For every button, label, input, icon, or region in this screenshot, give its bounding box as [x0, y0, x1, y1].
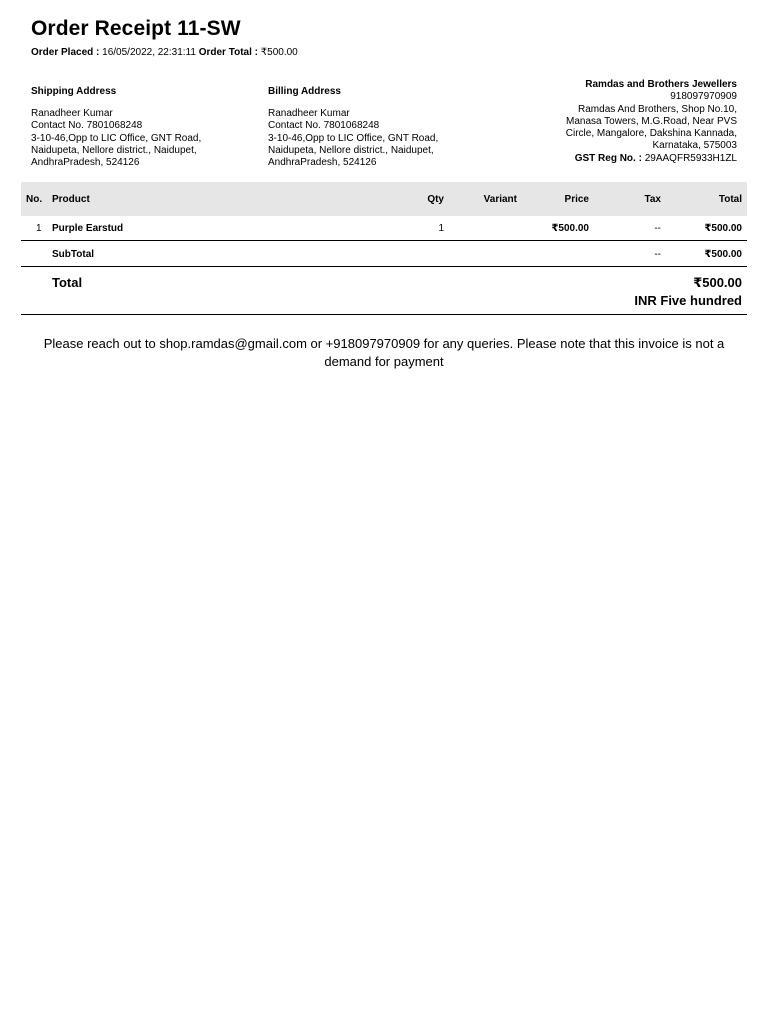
shipping-address-contact: Contact No. 7801068248 [31, 120, 143, 132]
order-items-table [21, 182, 747, 315]
grand-total-label: Total [52, 275, 83, 290]
seller-address-line: Circle, Mangalore, Dakshina Kannada, [565, 128, 737, 140]
shipping-address [31, 86, 251, 169]
subtotal-value: ₹500.00 [704, 249, 742, 260]
seller-phone: 918097970909 [670, 91, 737, 103]
seller-address-line: Manasa Towers, M.G.Road, Near PVS [566, 115, 737, 127]
order-placed-label: Order Placed : [31, 47, 100, 58]
subtotal-row [21, 241, 747, 267]
seller-address-line: Karnataka, 575003 [652, 140, 737, 152]
seller-info [507, 79, 737, 165]
shipping-address-line: AndhraPradesh, 524126 [31, 157, 140, 169]
row-qty: 1 [438, 223, 444, 234]
row-tax: -- [654, 223, 661, 234]
billing-address-line: AndhraPradesh, 524126 [268, 157, 377, 169]
billing-address-heading: Billing Address [268, 86, 341, 97]
header-variant: Variant [483, 194, 517, 205]
row-product: Purple Earstud [52, 223, 124, 234]
table-row [21, 216, 747, 241]
billing-address-line: Naidupeta, Nellore district., Naidupet, [268, 144, 434, 156]
shipping-address-heading: Shipping Address [31, 86, 117, 97]
seller-gst [507, 153, 737, 165]
table-header [21, 182, 747, 216]
header-qty: Qty [427, 194, 444, 205]
header-no: No. [26, 194, 43, 205]
order-placed-value: 16/05/2022, 22:31:11 [102, 47, 196, 58]
header-product: Product [52, 194, 90, 205]
shipping-address-name: Ranadheer Kumar [31, 108, 113, 120]
seller-address-line: Ramdas And Brothers, Shop No.10, [578, 103, 737, 115]
gst-value: 29AAQFR5933H1ZL [644, 152, 737, 164]
subtotal-tax: -- [654, 249, 661, 260]
footer-note: Please reach out to shop.ramdas@gmail.com or +918097970909 for any queries. Please note that this invoice is not a demand for payment [43, 336, 725, 369]
row-no: 1 [36, 223, 42, 234]
row-price: ₹500.00 [551, 223, 589, 234]
header-tax: Tax [644, 194, 661, 205]
billing-address [268, 86, 488, 169]
billing-address-contact: Contact No. 7801068248 [268, 120, 380, 132]
billing-address-name: Ranadheer Kumar [268, 108, 350, 120]
subtotal-label: SubTotal [52, 249, 95, 260]
row-total: ₹500.00 [704, 223, 742, 234]
grand-total-words: INR Five hundred [634, 293, 742, 308]
grand-total-row [21, 267, 747, 315]
order-total-label: Order Total : [198, 47, 258, 58]
seller-name: Ramdas and Brothers Jewellers [585, 79, 737, 90]
order-meta [31, 47, 298, 58]
header-price: Price [564, 194, 589, 205]
billing-address-line: 3-10-46,Opp to LIC Office, GNT Road, [268, 132, 439, 144]
gst-label: GST Reg No. : [574, 152, 642, 164]
shipping-address-line: 3-10-46,Opp to LIC Office, GNT Road, [31, 132, 202, 144]
header-total: Total [718, 194, 742, 205]
grand-total-value: ₹500.00 [693, 275, 742, 290]
page-title: Order Receipt 11-SW [31, 17, 241, 40]
order-total-value: ₹500.00 [260, 47, 298, 58]
shipping-address-line: Naidupeta, Nellore district., Naidupet, [31, 144, 197, 156]
